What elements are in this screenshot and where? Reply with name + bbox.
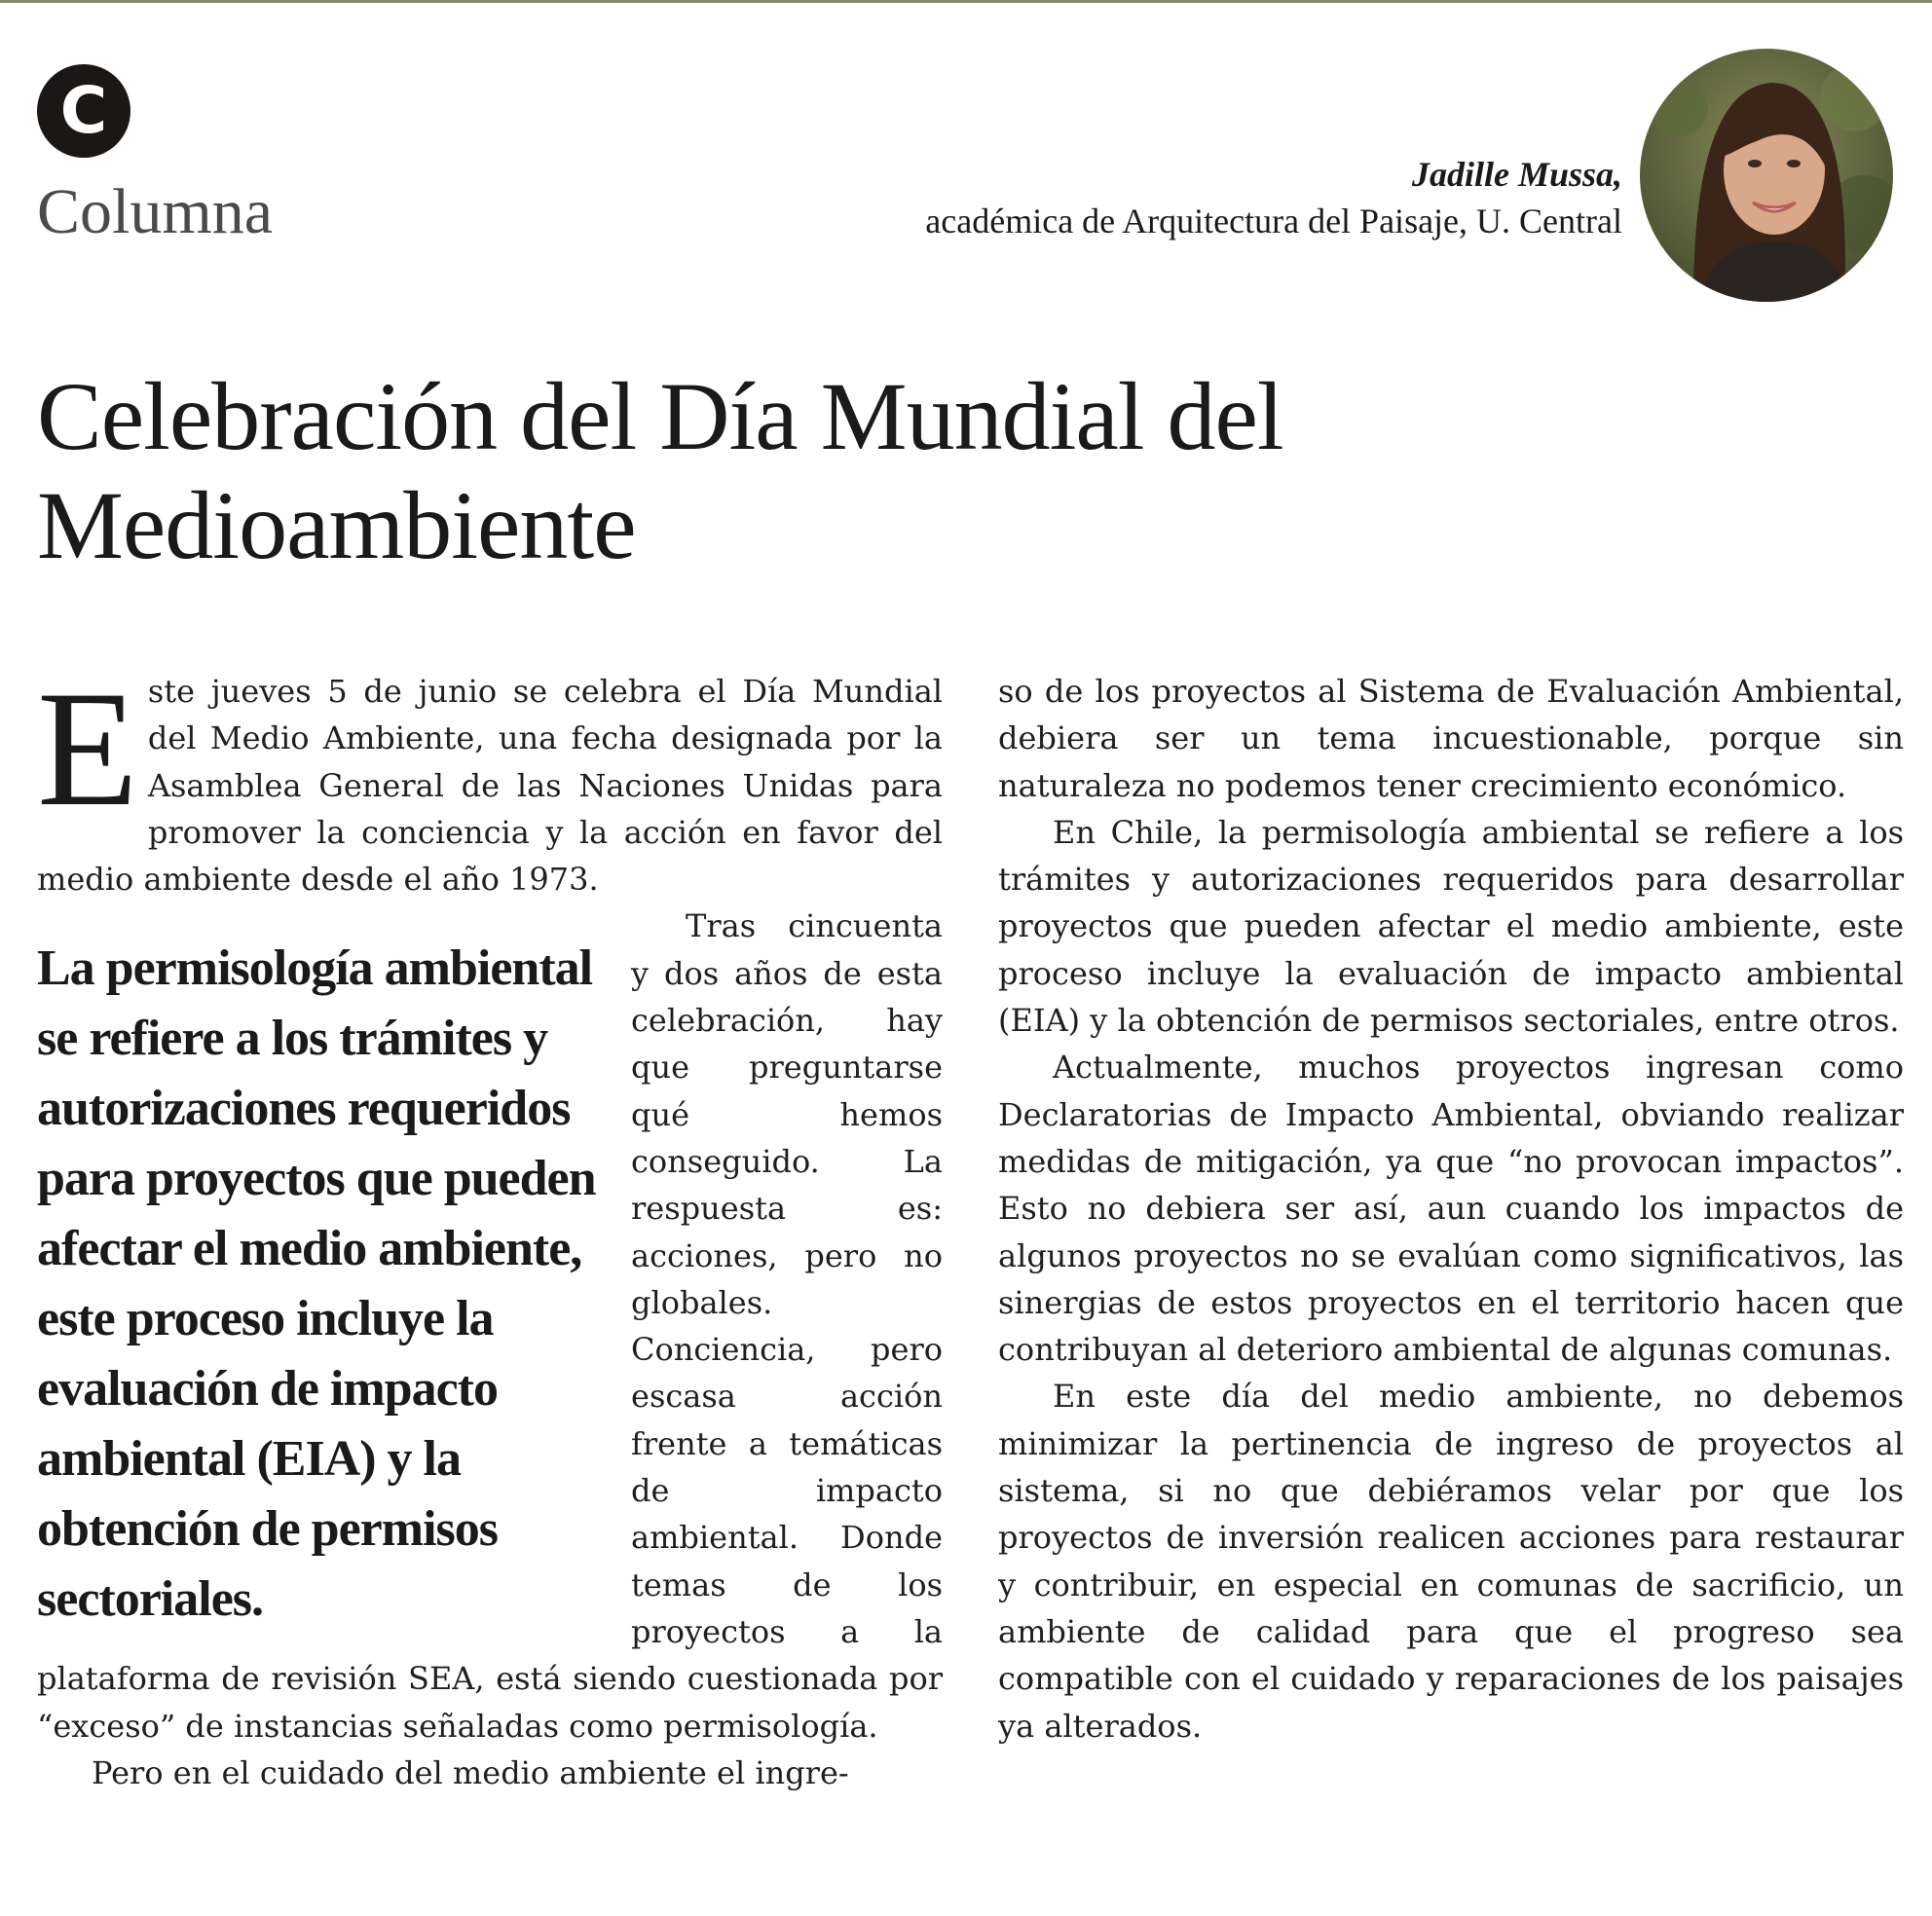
top-rule — [0, 0, 1932, 3]
headline-line-2: Medioambiente — [37, 471, 636, 579]
author-photo — [1640, 49, 1893, 302]
headline — [37, 362, 1498, 580]
article-column-left — [37, 657, 943, 1796]
article-paragraph-2: Tras cincuenta y dos años de esta celebración, hay que preguntarse qué hemos conseguido. La respuesta es: acciones, pero no globales. Conciencia, pero escasa acción frente a temáticas de impacto ambiental. Donde temas de los proyectos a la plataforma de revisión SEA, está siendo cuestionada por “exceso” de instancias señaladas como permisología. — [37, 907, 943, 1745]
article-paragraph-3-end: so de los proyectos al Sistema de Evaluación Ambiental, debiera ser un tema incuestionable, porque sin naturaleza no podemos tener crecimiento económico. — [998, 673, 1904, 804]
paragraph-1-text: ste jueves 5 de junio se celebra el Día Mundial del Medio Ambiente, una fecha designada por la Asamblea General de las Naciones Unidas para promover la conciencia y la acción en favor del medio ambiente desde el año 1973. — [37, 673, 943, 899]
author-name: Jadille Mussa, — [1411, 155, 1622, 194]
author-role: académica de Arquitectura del Paisaje, U. Central — [925, 202, 1622, 240]
article-column-right — [998, 668, 1904, 1750]
article-paragraph-1 — [37, 657, 943, 903]
article-paragraph-3-start: Pero en el cuidado del medio ambiente el ingre- — [92, 1753, 849, 1791]
section-label: Columna — [37, 176, 273, 247]
article-paragraph-4: En Chile, la permisología ambiental se refiere a los trámites y autorizaciones requeridos para desarrollar proyectos que pueden afectar el medio ambiente, este proceso incluye la evaluación de impacto ambiental (EIA) y la obtención de permisos sectoriales, entre otros. — [998, 813, 1904, 1040]
portrait-image — [1640, 49, 1893, 302]
column-badge-icon: C — [37, 64, 130, 158]
headline-line-1: Celebración del Día Mundial del — [37, 362, 1283, 470]
pull-quote: La permisología ambiental se refiere a los trámites y autorizaciones requeridos para proyectos que pueden afectar el medio ambiente, este proceso incluye la evaluación de impacto ambiental (EIA) y la obtención de permisos sectoriales. — [37, 940, 596, 1628]
article-paragraph-5: Actualmente, muchos proyectos ingresan como Declaratorias de Impacto Ambiental, obviando realizar medidas de mitigación, ya que “no provocan impactos”. Esto no debiera ser así, aun cuando los impactos de algunos proyectos no se evalúan como significativos, las sinergias de estos proyectos en el territorio hacen que contribuyan al deterioro ambiental de algunas comunas. — [998, 1049, 1904, 1369]
drop-cap: E — [37, 657, 138, 840]
article-paragraph-6: En este día del medio ambiente, no debemos minimizar la pertinencia de ingreso de proyectos al sistema, si no que debiéramos velar por que los proyectos de inversión realicen acciones para restaurar y contribuir, en especial en comunas de sacrificio, un ambiente de calidad para que el progreso sea compatible con el cuidado y reparaciones de los paisajes ya alterados. — [998, 1378, 1904, 1745]
